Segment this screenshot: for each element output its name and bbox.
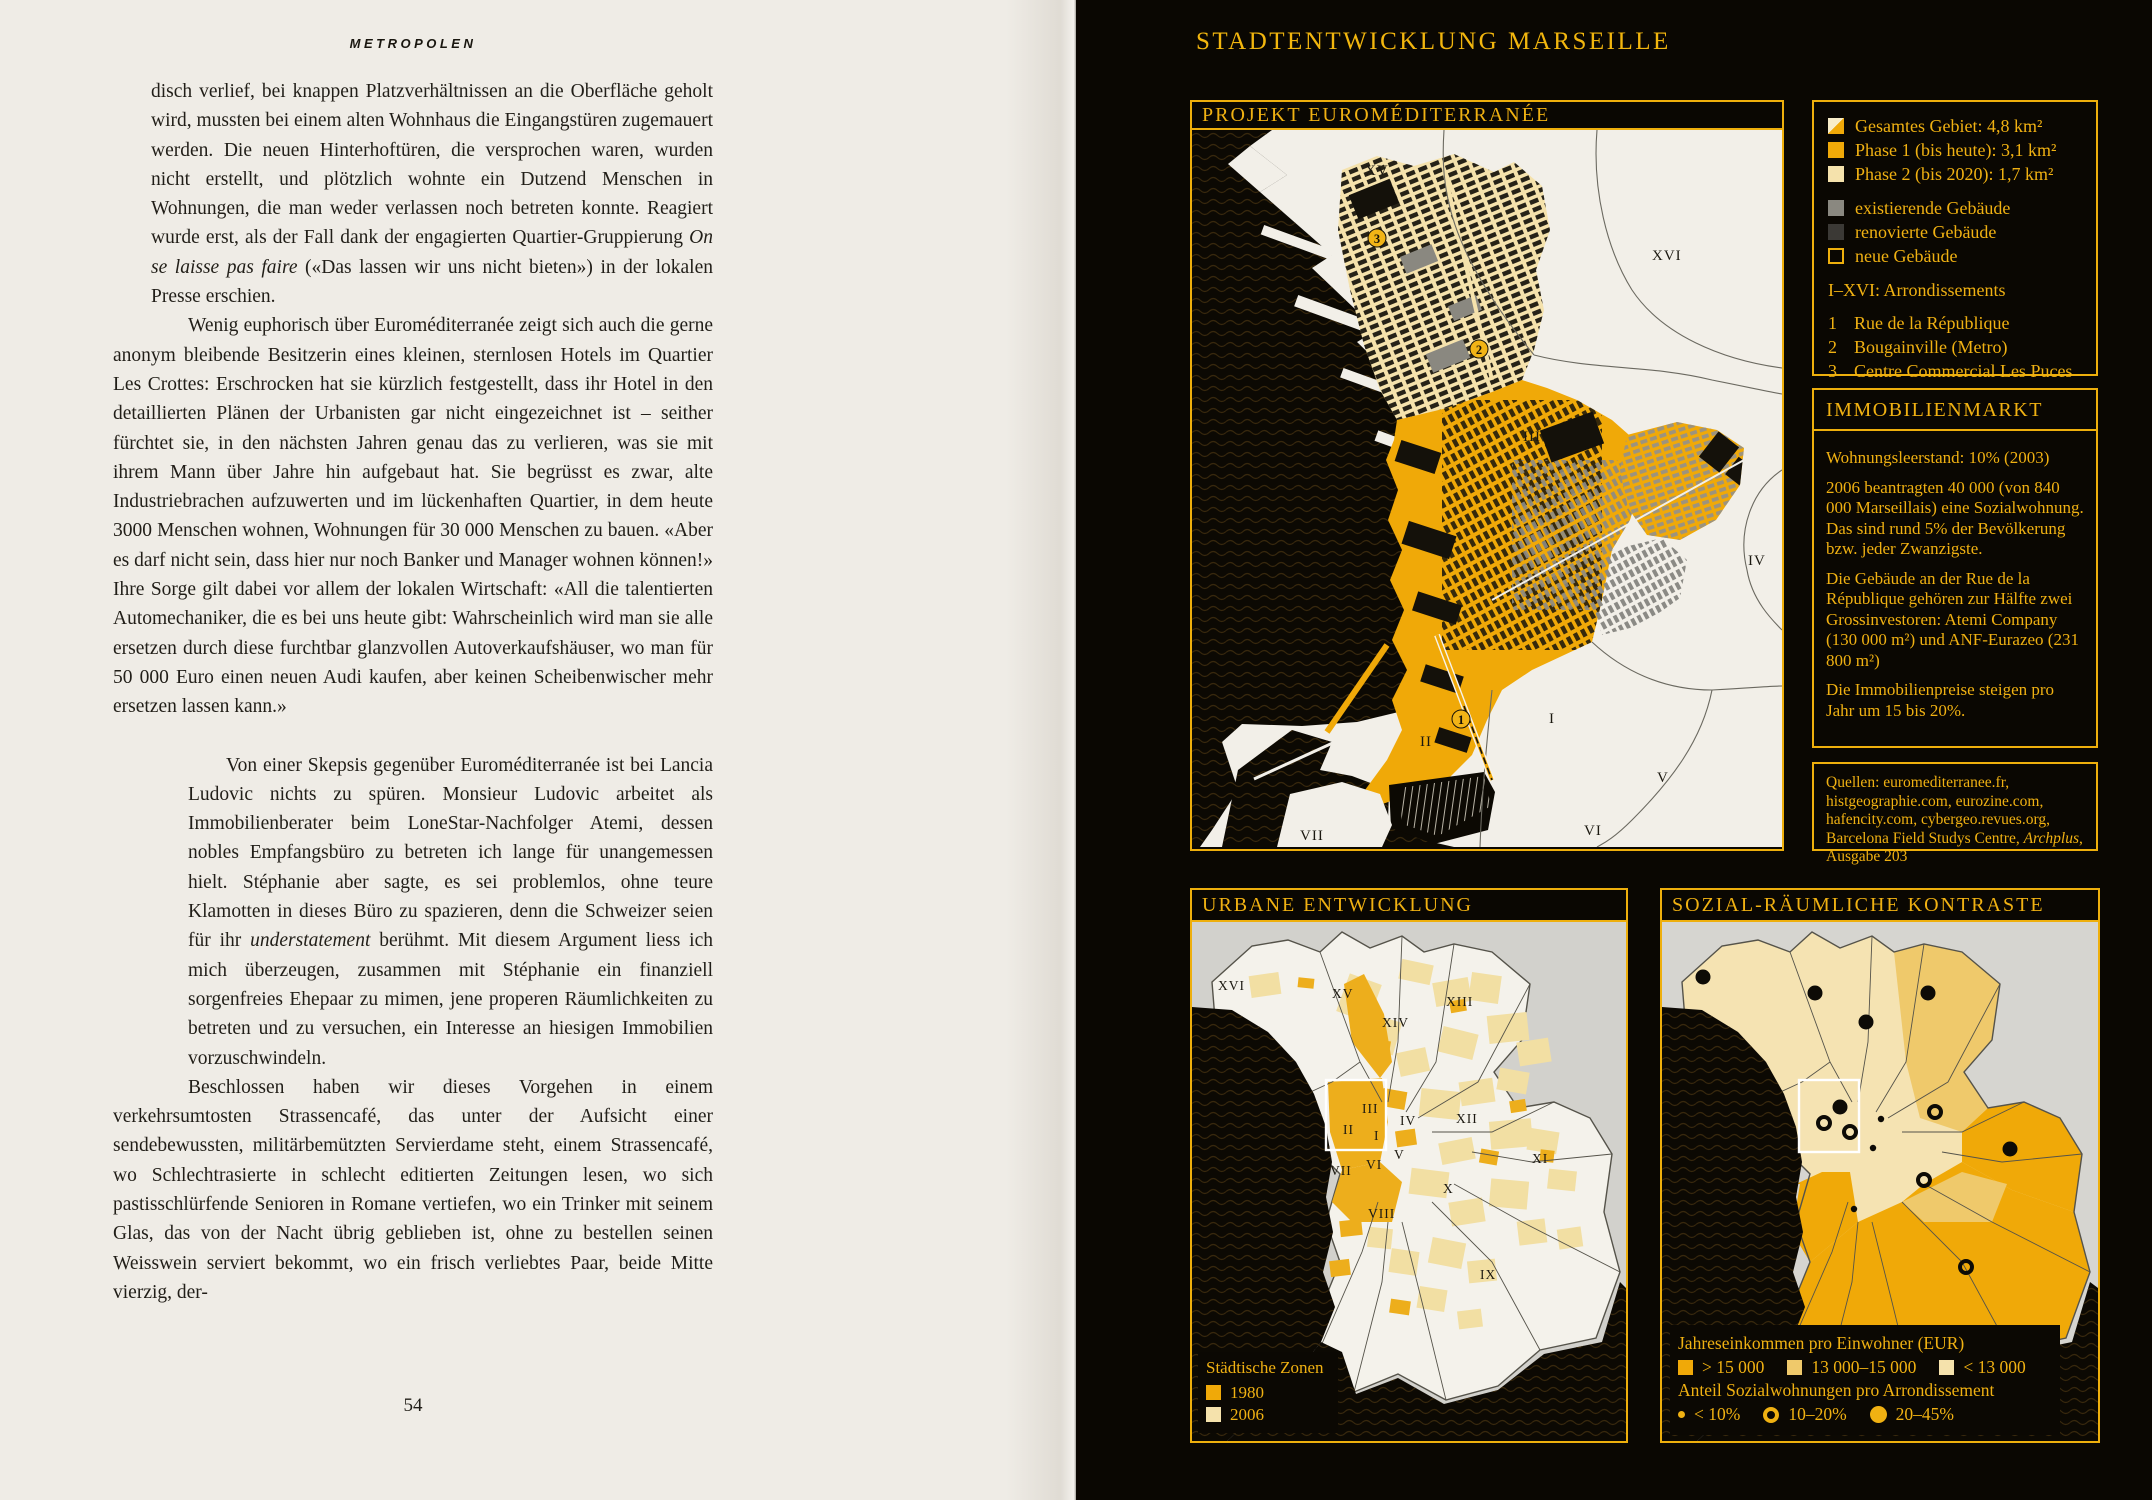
map-label: V: [1657, 770, 1669, 786]
map-label: IX: [1480, 1267, 1497, 1282]
dot-20-45: [1833, 1100, 1848, 1115]
panel-urbane-entwicklung: [1190, 888, 1628, 1443]
arrondissements-note: I–XVI: Arrondissements: [1828, 280, 2006, 300]
map-label: XVI: [1652, 248, 1682, 264]
numbered-place: 3 Centre Commercial Les Puces: [1828, 361, 2073, 381]
marker-2: [1470, 340, 1488, 358]
italic-source: Archplus: [2023, 829, 2079, 847]
body-text: [113, 77, 713, 1307]
svg-text:1: 1: [1457, 713, 1465, 727]
legend-item: existierende Gebäude: [1828, 196, 2082, 220]
right-page: [1076, 0, 2152, 1500]
dot-20-45: [1808, 986, 1823, 1001]
text-column: [113, 36, 713, 1307]
legend-item: neue Gebäude: [1828, 244, 2082, 268]
income-legend-items: > 15 000 13 000–15 000 < 13 000: [1678, 1357, 2050, 1378]
social-legend: [1670, 1325, 2060, 1435]
panel-projekt-euromediterranee: [1190, 100, 1784, 851]
map-label: IV: [1400, 1113, 1417, 1128]
svg-text:3: 3: [1373, 232, 1381, 246]
legend-item: Phase 2 (bis 2020): 1,7 km²: [1828, 162, 2082, 186]
dot-20-45: [1696, 970, 1711, 985]
page-number: 54: [403, 1395, 423, 1416]
legend-item: 2006: [1206, 1403, 1324, 1425]
new-buildings-swatch: [1828, 248, 1844, 264]
panel-header: URBANE ENTWICKLUNG: [1192, 890, 1626, 922]
dot-lt-10: [1870, 1145, 1876, 1151]
social-housing-legend-items: < 10% 10–20% 20–45%: [1678, 1404, 2050, 1425]
euromed-map: [1192, 130, 1782, 847]
info-paragraph: Die Gebäude an der Rue de la République gehören zur Hälfte zwei Grossinvestoren: Atemi Company (130 000 m²) und ANF-Eurazeo (231 800 m²): [1826, 568, 2079, 670]
italic-phrase: On se laisse pas faire: [151, 227, 713, 278]
running-head: METROPOLEN: [349, 36, 477, 51]
map-key-box: [1812, 100, 2098, 381]
dot-20-45: [1921, 986, 1936, 1001]
income-low-swatch: [1939, 1360, 1954, 1375]
panel-header: PROJEKT EUROMÉDITERRANÉE: [1192, 102, 1782, 130]
zones-2006-swatch: [1206, 1407, 1221, 1422]
ring-dot-icon: [1763, 1407, 1779, 1423]
map-label: XIII: [1446, 994, 1474, 1009]
large-dot-icon: [1870, 1406, 1887, 1423]
immobilienmarkt-box: [1812, 388, 2098, 748]
dot-20-45: [2003, 1142, 2018, 1157]
map-label: II: [1343, 1122, 1354, 1137]
map-label: XVI: [1218, 978, 1245, 993]
legend-item: renovierte Gebäude: [1828, 220, 2082, 244]
box-header: IMMOBILIENMARKT: [1814, 390, 2096, 431]
paragraph: disch verlief, bei knappen Platzverhältnissen an die Oberfläche geholt wird, mussten bei einem alten Wohnhaus die Eingangstüren zugemauert werden. Die neuen Hinterhoftüren, die versprochen waren, wurden nicht erstellt, und plötzlich wohnte ein Dutzend Menschen in Wohnungen, die man weder verlassen noch betreten konnte. Reagiert wurde erst, als der Fall dank der engagierten Quartier-Gruppierung On se laisse pas faire («Das lassen wir uns nicht bieten») in der lokalen Presse erschien.: [151, 81, 713, 308]
map-label: VI: [1366, 1157, 1383, 1172]
page-title: STADTENTWICKLUNG MARSEILLE: [1196, 28, 1671, 55]
legend-item: Phase 1 (bis heute): 3,1 km²: [1828, 138, 2082, 162]
income-high-swatch: [1678, 1360, 1693, 1375]
map-label: II: [1420, 734, 1432, 750]
dot-lt-10: [1851, 1206, 1857, 1212]
panel-header: SOZIAL-RÄUMLICHE KONTRASTE: [1662, 890, 2098, 922]
quellen-box: Quellen: euromediterranee.fr, histgeographie.com, eurozine.com, hafencity.com, cybergeo.revues.org, Barcelona Field Studys Centre, Archplus, Ausgabe 203: [1812, 762, 2098, 851]
phase1-swatch: [1828, 142, 1844, 158]
dot-20-45: [1859, 1015, 1874, 1030]
info-paragraph: 2006 beantragten 40 000 (von 840 000 Marseillais) eine Sozialwohnung. Das sind rund 5% der Bevölkerung bzw. jeder Zwanzigste.: [1826, 477, 2084, 558]
paragraph: Beschlossen haben wir dieses Vorgehen in einem verkehrsumtosten Strassencafé, das unter der Aufsicht einer sendebewussten, militärbemützten Servierdame steht, einem Strassencafé, wo Schlechtrasierte in schlecht editierten Zeitungen lesen, wo sich pastisschlürfende Senioren in Romane vertiefen, wo ein Trinker mit seinem Glas, das von der Nacht übrig geblieben ist, ohne zu bestellen seinen Weisswein serviert bekommt, wo ein frisch verliebtes Paar, beide Mitte vierzig, der-: [113, 1076, 713, 1303]
map-label: VI: [1584, 823, 1602, 839]
legend-title: Städtische Zonen: [1206, 1358, 1324, 1377]
paragraph: Wenig euphorisch über Euroméditerranée zeigt sich auch die gerne anonym bleibende Besitzerin eines kleinen, sternlosen Hotels im Quartier Les Crottes: Erschrocken hat sie kürzlich festgestellt, dass ihr Hotel in den detaillierten Plänen der Urbanisten gar nicht eingezeichnet ist – seither fürchtet sie, in den nächsten Jahren genau das zu verlieren, was sie mit ihrem Mann über Jahre hin aufgebaut hat. Sie begrüsst es zwar, alte Industriebrachen aufzuwerten und im lückenhaften Quartier, in dem heute 3000 Menschen wohnen, Wohnungen für 30 000 Menschen zu bauen. «Aber es darf nicht sein, dass hier nur noch Banker und Manager wohnen können!» Ihre Sorge gilt dabei vor allem der lokalen Wirtschaft: «All die talentierten Automechaniker, die es bei uns heute gibt: Wahrscheinlich wird man sie alle ersetzen durch diese furchtbar glanzvollen Autoverkaufshäuser, wo man für 50 000 Euro einen neuen Audi kaufen, aber keinen Scheibenwischer mehr ersetzen lassen kann.»: [113, 315, 713, 718]
map-label: V: [1394, 1147, 1405, 1162]
map-label: XV: [1365, 163, 1389, 179]
map-label: III: [1362, 1101, 1379, 1116]
marker-3: [1368, 229, 1386, 247]
paragraph: Von einer Skepsis gegenüber Euroméditerranée ist bei Lancia Ludovic nichts zu spüren. Monsieur Ludovic arbeitet als Immobilienberater beim LoneStar-Nachfolger Atemi, dessen nobles Empfangsbüro zu betreten ich lange für unangemessen hielt. Stéphanie aber sagte, es sei problemlos, ohne teure Klamotten in dieses Büro zu spazieren, denn die Schweizer seien für ihr understatement berühmt. Mit diesem Argument liess ich mich überzeugen, zusammen mit Stéphanie ein finanziell sorgenfreies Ehepaar zu mimen, jene properen Räumlichkeiten zu betreten und zu versuchen, ein Interesse an hiesigen Immobilien vorzuschwindeln.: [188, 754, 713, 1069]
numbered-place: 1 Rue de la République: [1828, 313, 2010, 333]
legend-title: Anteil Sozialwohnungen pro Arrondissement: [1678, 1380, 1995, 1400]
renovated-buildings-swatch: [1828, 224, 1844, 240]
marker-1: [1452, 710, 1470, 728]
total-area-swatch: [1828, 118, 1844, 134]
dot-lt-10: [1878, 1116, 1884, 1122]
map-label: VII: [1330, 1163, 1352, 1178]
map-label: XIV: [1382, 1015, 1409, 1030]
svg-text:2: 2: [1475, 343, 1483, 357]
urban-legend: [1198, 1352, 1338, 1433]
existing-buildings-swatch: [1828, 200, 1844, 216]
map-label: VIII: [1368, 1206, 1396, 1221]
map-label: IV: [1748, 553, 1766, 569]
map-label: XII: [1456, 1111, 1478, 1126]
map-label: I: [1374, 1128, 1380, 1143]
numbered-place: 2 Bougainville (Metro): [1828, 337, 2008, 357]
map-label: XV: [1332, 986, 1354, 1001]
map-label: X: [1443, 1181, 1454, 1196]
sources-text: Quellen: euromediterranee.fr, histgeographie.com, eurozine.com, hafencity.com, cybergeo.revues.org, Barcelona Field Studys Centre,: [1826, 774, 2050, 847]
map-label: III: [1523, 429, 1541, 445]
map-label: XI: [1532, 1151, 1549, 1166]
map-label: VII: [1300, 828, 1324, 844]
info-paragraph: Die Immobilienpreise steigen pro Jahr um 15 bis 20%.: [1826, 680, 2055, 720]
italic-phrase: understatement: [250, 930, 371, 952]
panel-sozial-raeumliche-kontraste: [1660, 888, 2100, 1443]
zones-1980-swatch: [1206, 1385, 1221, 1400]
small-dot-icon: [1678, 1411, 1685, 1418]
income-mid-swatch: [1787, 1360, 1802, 1375]
map-label: I: [1549, 711, 1555, 727]
phase2-swatch: [1828, 166, 1844, 182]
legend-item: Gesamtes Gebiet: 4,8 km²: [1828, 114, 2082, 138]
info-paragraph: Wohnungsleerstand: 10% (2003): [1826, 448, 2050, 467]
legend-title: Jahreseinkommen pro Einwohner (EUR): [1678, 1333, 1965, 1353]
legend-item: 1980: [1206, 1381, 1324, 1403]
